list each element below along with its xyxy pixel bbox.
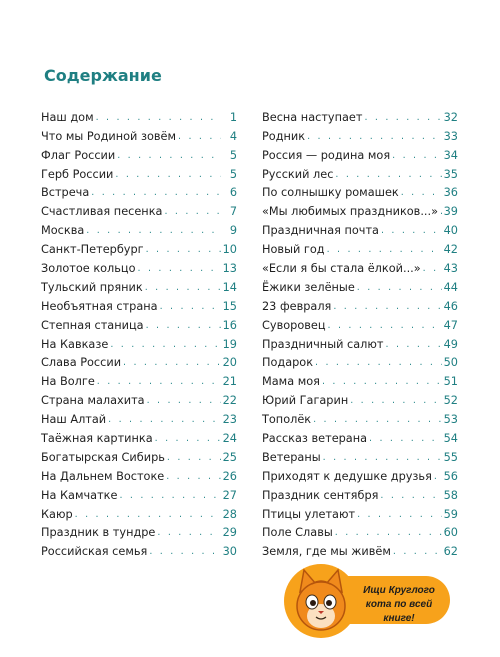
toc-entry <box>262 522 458 541</box>
toc-entry-title: Степная станица <box>41 318 144 332</box>
toc-entry-title: Что мы Родиной зовём <box>41 129 177 143</box>
toc-entry-title: Родник <box>262 129 306 143</box>
dot-leader <box>434 470 442 484</box>
dot-leader <box>328 319 442 333</box>
toc-entry-title: На Волге <box>41 375 95 389</box>
dot-leader <box>323 451 442 465</box>
toc-entry-page-number: 60 <box>443 526 458 540</box>
toc-entry-page-number: 20 <box>222 356 237 370</box>
toc-entry <box>262 408 458 427</box>
dot-leader <box>91 186 221 200</box>
dot-leader <box>315 356 442 370</box>
toc-entry-title: Встреча <box>41 186 90 200</box>
toc-entry <box>41 333 237 352</box>
dot-leader <box>164 205 221 219</box>
toc-entry-title: Подарок <box>262 356 314 370</box>
toc-entry-title: Мама моя <box>262 375 320 389</box>
toc-entry-page-number: 30 <box>222 545 237 559</box>
dot-leader <box>117 149 221 163</box>
toc-entry-title: Тульский пряник <box>41 280 143 294</box>
toc-entry <box>262 484 458 503</box>
toc-entry <box>262 540 458 559</box>
toc-entry-page-number: 13 <box>222 262 237 276</box>
dot-leader <box>335 526 442 540</box>
dot-leader <box>166 470 220 484</box>
toc-entry-title: Праздник сентября <box>262 488 379 502</box>
toc-entry <box>41 540 237 559</box>
toc-entry <box>262 200 458 219</box>
toc-entry-title: Праздничный салют <box>262 337 384 351</box>
toc-entry-title: Золотое кольцо <box>41 262 136 276</box>
toc-entry-title: Рассказ ветерана <box>262 432 368 446</box>
dot-leader <box>401 186 442 200</box>
toc-entry <box>41 257 237 276</box>
toc-entry <box>41 163 237 182</box>
toc-entry <box>41 503 237 522</box>
toc-left-column <box>41 106 237 559</box>
toc-entry-page-number: 34 <box>443 148 458 162</box>
dot-leader <box>97 375 221 389</box>
toc-entry-title: Ёжики зелёные <box>262 280 355 294</box>
dot-leader <box>350 394 441 408</box>
toc-entry-title: На Кавказе <box>41 337 109 351</box>
toc-entry-title: Наш Алтай <box>41 413 107 427</box>
toc-entry-title: Птицы улетают <box>262 507 356 521</box>
toc-entry <box>41 295 237 314</box>
toc-entry-page-number: 7 <box>229 205 237 219</box>
toc-entry-title: Праздничная почта <box>262 224 379 238</box>
toc-entry <box>41 238 237 257</box>
toc-entry-page-number: 4 <box>229 129 237 143</box>
toc-entry-page-number: 25 <box>222 450 237 464</box>
toc-entry <box>41 427 237 446</box>
toc-entry-title: По солнышку ромашек <box>262 186 399 200</box>
toc-entry-title: Слава России <box>41 356 122 370</box>
toc-entry-page-number: 52 <box>443 394 458 408</box>
toc-entry <box>262 427 458 446</box>
toc-entry-title: Земля, где мы живём <box>262 545 391 559</box>
dot-leader <box>423 262 442 276</box>
toc-entry <box>41 446 237 465</box>
toc-entry-title: Тополёк <box>262 413 312 427</box>
dot-leader <box>440 205 442 219</box>
toc-entry-page-number: 58 <box>443 488 458 502</box>
toc-entry-page-number: 42 <box>443 243 458 257</box>
dot-leader <box>313 413 442 427</box>
toc-entry-page-number: 39 <box>443 205 458 219</box>
toc-entry <box>262 389 458 408</box>
round-cat-icon <box>282 562 360 640</box>
dot-leader <box>380 489 441 503</box>
dot-leader <box>322 375 442 389</box>
toc-entry-page-number: 28 <box>222 507 237 521</box>
toc-entry-title: 23 февраля <box>262 299 332 313</box>
dot-leader <box>178 130 221 144</box>
dot-leader <box>167 451 221 465</box>
toc-entry <box>262 352 458 371</box>
dot-leader <box>335 168 441 182</box>
dot-leader <box>119 489 220 503</box>
toc-entry <box>262 219 458 238</box>
dot-leader <box>146 319 221 333</box>
toc-entry <box>41 276 237 295</box>
dot-leader <box>386 338 442 352</box>
toc-entry <box>262 238 458 257</box>
toc-entry-page-number: 46 <box>443 299 458 313</box>
dot-leader <box>86 224 221 238</box>
toc-entry-title: Флаг России <box>41 148 116 162</box>
dot-leader <box>145 281 221 295</box>
toc-entry-page-number: 43 <box>443 262 458 276</box>
toc-entry <box>262 106 458 125</box>
toc-entry-page-number: 47 <box>443 318 458 332</box>
toc-entry-title: «Мы любимых праздников...» <box>262 205 439 219</box>
toc-entry-page-number: 50 <box>443 356 458 370</box>
toc-entry-title: На Дальнем Востоке <box>41 469 165 483</box>
toc-entry-page-number: 19 <box>222 337 237 351</box>
toc-entry <box>41 182 237 201</box>
toc-entry <box>262 503 458 522</box>
dot-leader <box>123 356 221 370</box>
toc-entry-title: Герб России <box>41 167 114 181</box>
toc-entry <box>262 144 458 163</box>
toc-entry-title: Поле Славы <box>262 526 333 540</box>
toc-entry-title: Суворовец <box>262 318 326 332</box>
dot-leader <box>357 508 442 522</box>
toc-entry-title: Новый год <box>262 243 325 257</box>
toc-entry <box>262 257 458 276</box>
dot-leader <box>333 300 441 314</box>
toc-entry-page-number: 32 <box>443 110 458 124</box>
toc-entry-page-number: 27 <box>222 488 237 502</box>
toc-entry <box>41 522 237 541</box>
toc-entry <box>41 125 237 144</box>
toc-entry-page-number: 62 <box>443 545 458 559</box>
toc-entry-title: Приходят к дедушке друзья <box>262 469 432 483</box>
toc-entry <box>41 314 237 333</box>
toc-entry <box>262 446 458 465</box>
toc-entry <box>41 370 237 389</box>
dot-leader <box>393 545 442 559</box>
toc-entry <box>41 219 237 238</box>
cat-badge <box>282 562 450 636</box>
dot-leader <box>138 262 221 276</box>
toc-entry-page-number: 24 <box>222 432 237 446</box>
toc-entry <box>41 352 237 371</box>
dot-leader <box>146 243 221 257</box>
toc-entry-page-number: 35 <box>443 167 458 181</box>
toc-entry-title: Необъятная страна <box>41 299 158 313</box>
toc-entry-title: Каюр <box>41 507 73 521</box>
toc-entry-page-number: 10 <box>222 243 237 257</box>
toc-entry <box>41 465 237 484</box>
toc-entry <box>41 484 237 503</box>
toc-entry-page-number: 36 <box>443 186 458 200</box>
toc-entry <box>41 106 237 125</box>
toc-entry-page-number: 5 <box>229 148 237 162</box>
toc-entry <box>41 389 237 408</box>
toc-entry-page-number: 21 <box>222 375 237 389</box>
dot-leader <box>149 545 220 559</box>
toc-entry <box>262 163 458 182</box>
dot-leader <box>96 111 221 125</box>
toc-entry <box>262 276 458 295</box>
toc-entry-page-number: 55 <box>443 450 458 464</box>
dot-leader <box>157 526 220 540</box>
toc-entry-page-number: 5 <box>229 167 237 181</box>
toc-entry-page-number: 33 <box>443 129 458 143</box>
toc-entry-page-number: 54 <box>443 432 458 446</box>
toc-entry <box>262 314 458 333</box>
toc-entry-page-number: 59 <box>443 507 458 521</box>
toc-entry <box>262 465 458 484</box>
dot-leader <box>369 432 442 446</box>
toc-entry-page-number: 6 <box>229 186 237 200</box>
toc-entry-title: Юрий Гагарин <box>262 394 349 408</box>
dot-leader <box>357 281 442 295</box>
toc-entry-page-number: 29 <box>222 526 237 540</box>
toc-entry-title: Российская семья <box>41 545 148 559</box>
toc-entry-title: Ветераны <box>262 450 321 464</box>
toc-entry-page-number: 15 <box>222 299 237 313</box>
toc-entry-title: Россия — родина моя <box>262 148 391 162</box>
dot-leader <box>381 224 442 238</box>
toc-entry <box>41 144 237 163</box>
toc-entry-title: Страна малахита <box>41 394 145 408</box>
toc-entry <box>262 333 458 352</box>
toc-entry-page-number: 1 <box>229 110 237 124</box>
toc-entry-title: На Камчатке <box>41 488 118 502</box>
toc-entry-title: «Если я бы стала ёлкой...» <box>262 262 421 276</box>
toc-entry-page-number: 51 <box>443 375 458 389</box>
toc-entry-page-number: 22 <box>222 394 237 408</box>
dot-leader <box>75 508 221 522</box>
dot-leader <box>160 300 221 314</box>
toc-entry-title: Санкт-Петербург <box>41 243 144 257</box>
dot-leader <box>108 413 220 427</box>
toc-entry-title: Москва <box>41 224 85 238</box>
toc-entry-page-number: 49 <box>443 337 458 351</box>
dot-leader <box>110 338 220 352</box>
toc-entry-page-number: 44 <box>443 280 458 294</box>
toc-entry-title: Весна наступает <box>262 110 363 124</box>
toc-right-column <box>262 106 458 559</box>
dot-leader <box>115 168 221 182</box>
dot-leader <box>307 130 442 144</box>
badge-text: Ищи Круглого кота по всей книге! <box>363 585 435 624</box>
toc-entry-page-number: 16 <box>222 318 237 332</box>
toc-entry-page-number: 14 <box>222 280 237 294</box>
toc-entry-title: Таёжная картинка <box>41 432 153 446</box>
page-title: Содержание <box>44 66 162 85</box>
toc-entry-page-number: 56 <box>443 469 458 483</box>
toc-entry <box>41 200 237 219</box>
toc-entry <box>41 408 237 427</box>
toc-entry-title: Праздник в тундре <box>41 526 156 540</box>
dot-leader <box>147 394 221 408</box>
dot-leader <box>327 243 442 257</box>
toc-entry-page-number: 53 <box>443 413 458 427</box>
toc-entry <box>262 295 458 314</box>
toc-entry-title: Богатырская Сибирь <box>41 450 165 464</box>
toc-entry-title: Счастливая песенка <box>41 205 163 219</box>
toc-entry-page-number: 23 <box>222 413 237 427</box>
dot-leader <box>364 111 441 125</box>
toc-entry-title: Наш дом <box>41 110 94 124</box>
toc-entry <box>262 370 458 389</box>
toc-entry <box>262 125 458 144</box>
toc-entry-page-number: 26 <box>222 469 237 483</box>
toc-entry-title: Русский лес <box>262 167 334 181</box>
toc-entry-page-number: 40 <box>443 224 458 238</box>
toc-entry-page-number: 9 <box>229 224 237 238</box>
dot-leader <box>392 149 441 163</box>
toc-entry <box>262 182 458 201</box>
dot-leader <box>155 432 221 446</box>
